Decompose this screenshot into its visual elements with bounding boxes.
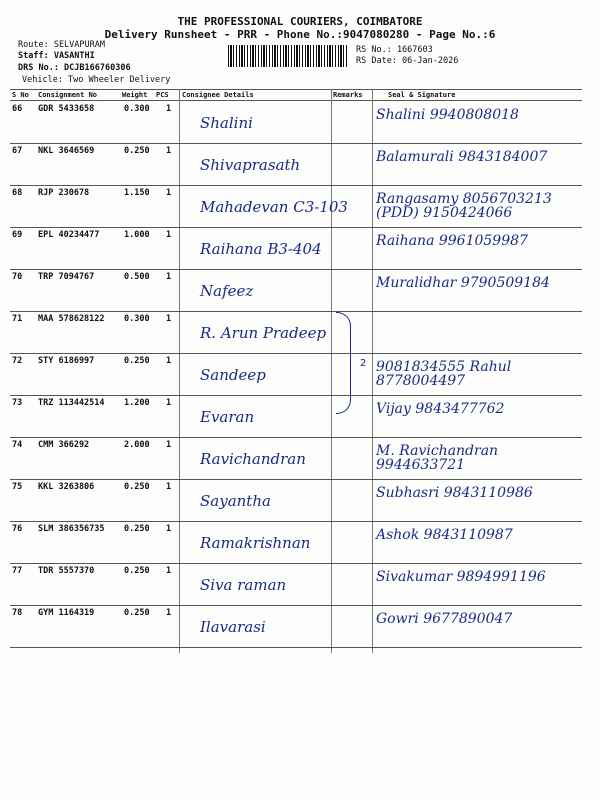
- staff-label: Staff: VASANTHI: [18, 51, 95, 61]
- row-pcs: 1: [166, 314, 172, 324]
- company-title: THE PROFESSIONAL COURIERS, COIMBATORE: [177, 15, 423, 28]
- row-weight: 0.250: [124, 524, 150, 534]
- col-sno: S No: [12, 91, 29, 99]
- row-signature-handwriting: Shalini 9940808018: [376, 107, 519, 123]
- row-sno: 72: [12, 356, 23, 366]
- row-divider: [10, 479, 582, 480]
- handwritten-annotation: 2: [360, 358, 367, 369]
- row-pcs: 1: [166, 104, 172, 114]
- row-pcs: 1: [166, 188, 172, 198]
- row-pcs: 1: [166, 524, 172, 534]
- row-divider: [10, 437, 582, 438]
- row-divider: [10, 269, 582, 270]
- row-signature-handwriting: Raihana 9961059987: [376, 233, 528, 249]
- row-divider: [10, 227, 582, 228]
- consignee-column-rule: [179, 89, 180, 653]
- row-pcs: 1: [166, 230, 172, 240]
- row-signature-handwriting: Vijay 9843477762: [376, 401, 505, 417]
- row-divider: [10, 311, 582, 312]
- row-signature-handwriting: Rangasamy 8056703213 (PDD) 9150424066: [376, 191, 552, 221]
- row-divider: [10, 647, 582, 648]
- row-weight: 0.250: [124, 356, 150, 366]
- row-pcs: 1: [166, 398, 172, 408]
- row-sno: 78: [12, 608, 23, 618]
- row-pcs: 1: [166, 566, 172, 576]
- barcode-image: [228, 45, 348, 67]
- row-consignment-no: MAA 578628122: [38, 314, 105, 324]
- row-divider: [10, 605, 582, 606]
- row-signature-handwriting: Sivakumar 9894991196: [376, 569, 546, 585]
- row-pcs: 1: [166, 146, 172, 156]
- row-consignee-handwriting: Evaran: [200, 408, 255, 426]
- runsheet-subtitle: Delivery Runsheet - PRR - Phone No.:9047080280 - Page No.:6: [104, 28, 496, 41]
- row-divider: [10, 521, 582, 522]
- row-sno: 68: [12, 188, 23, 198]
- row-divider: [10, 185, 582, 186]
- row-pcs: 1: [166, 608, 172, 618]
- drs-label: DRS No.: DCJB166760306: [18, 63, 131, 73]
- row-consignee-handwriting: Nafeez: [200, 282, 254, 300]
- route-label: Route: SELVAPURAM: [18, 40, 105, 50]
- row-consignment-no: GDR 5433658: [38, 104, 95, 114]
- row-divider: [10, 143, 582, 144]
- row-consignment-no: KKL 3263806: [38, 482, 95, 492]
- header-rule: [10, 100, 582, 101]
- row-signature-handwriting: Ashok 9843110987: [376, 527, 513, 543]
- row-sno: 69: [12, 230, 23, 240]
- col-consignment: Consignment No: [38, 91, 98, 99]
- row-weight: 0.250: [124, 146, 150, 156]
- row-sno: 70: [12, 272, 23, 282]
- col-consignee: Consignee Details: [182, 91, 254, 99]
- row-signature-handwriting: Balamurali 9843184007: [376, 149, 548, 165]
- row-consignment-no: TRZ 113442514: [38, 398, 105, 408]
- remarks-column-rule: [331, 89, 332, 653]
- row-consignment-no: STY 6186997: [38, 356, 95, 366]
- rs-date: RS Date: 06-Jan-2026: [356, 56, 459, 66]
- row-sno: 74: [12, 440, 23, 450]
- row-consignee-handwriting: Raihana B3-404: [200, 240, 322, 258]
- row-divider: [10, 395, 582, 396]
- row-pcs: 1: [166, 272, 172, 282]
- row-signature-handwriting: M. Ravichandran 9944633721: [376, 443, 499, 473]
- row-sno: 73: [12, 398, 23, 408]
- row-signature-handwriting: Gowri 9677890047: [376, 611, 513, 627]
- row-weight: 1.200: [124, 398, 150, 408]
- col-weight: Weight: [122, 91, 148, 99]
- row-sno: 76: [12, 524, 23, 534]
- row-sno: 67: [12, 146, 23, 156]
- row-pcs: 1: [166, 356, 172, 366]
- row-weight: 0.500: [124, 272, 150, 282]
- table-top-rule: [10, 89, 582, 90]
- row-divider: [10, 353, 582, 354]
- row-signature-handwriting: Muralidhar 9790509184: [376, 275, 550, 291]
- row-consignee-handwriting: Shalini: [200, 114, 253, 132]
- row-divider: [10, 563, 582, 564]
- row-weight: 1.000: [124, 230, 150, 240]
- row-consignee-handwriting: Sandeep: [200, 366, 266, 384]
- handwritten-brace: [336, 312, 351, 414]
- vehicle-label: Vehicle: Two Wheeler Delivery: [22, 75, 171, 85]
- row-consignment-no: SLM 386356735: [38, 524, 105, 534]
- row-consignee-handwriting: Mahadevan C3-103: [200, 198, 348, 216]
- row-sno: 71: [12, 314, 23, 324]
- row-weight: 0.250: [124, 566, 150, 576]
- row-weight: 2.000: [124, 440, 150, 450]
- row-weight: 0.250: [124, 608, 150, 618]
- row-consignment-no: CMM 366292: [38, 440, 90, 450]
- row-weight: 0.300: [124, 314, 150, 324]
- row-signature-handwriting: Subhasri 9843110986: [376, 485, 533, 501]
- row-consignment-no: RJP 230678: [38, 188, 90, 198]
- row-consignment-no: EPL 40234477: [38, 230, 100, 240]
- row-consignee-handwriting: Siva raman: [200, 576, 287, 594]
- row-consignment-no: NKL 3646569: [38, 146, 95, 156]
- row-pcs: 1: [166, 482, 172, 492]
- row-sno: 75: [12, 482, 23, 492]
- row-consignee-handwriting: Shivaprasath: [200, 156, 301, 174]
- row-weight: 1.150: [124, 188, 150, 198]
- row-consignment-no: TDR 5557370: [38, 566, 95, 576]
- row-consignee-handwriting: R. Arun Pradeep: [200, 324, 327, 342]
- row-consignee-handwriting: Ravichandran: [200, 450, 306, 468]
- row-consignee-handwriting: Ilavarasi: [200, 618, 266, 636]
- row-pcs: 1: [166, 440, 172, 450]
- row-signature-handwriting: 9081834555 Rahul 8778004497: [376, 359, 512, 389]
- col-remarks: Remarks: [333, 91, 363, 99]
- row-consignment-no: TRP 7094767: [38, 272, 95, 282]
- col-pcs: PCS: [156, 91, 169, 99]
- row-consignee-handwriting: Ramakrishnan: [200, 534, 311, 552]
- seal-column-rule: [372, 89, 373, 653]
- row-sno: 77: [12, 566, 23, 576]
- row-consignment-no: GYM 1164319: [38, 608, 95, 618]
- row-sno: 66: [12, 104, 23, 114]
- row-consignee-handwriting: Sayantha: [200, 492, 271, 510]
- row-weight: 0.300: [124, 104, 150, 114]
- rs-no: RS No.: 1667603: [356, 45, 433, 55]
- col-seal: Seal & Signature: [388, 91, 456, 99]
- row-weight: 0.250: [124, 482, 150, 492]
